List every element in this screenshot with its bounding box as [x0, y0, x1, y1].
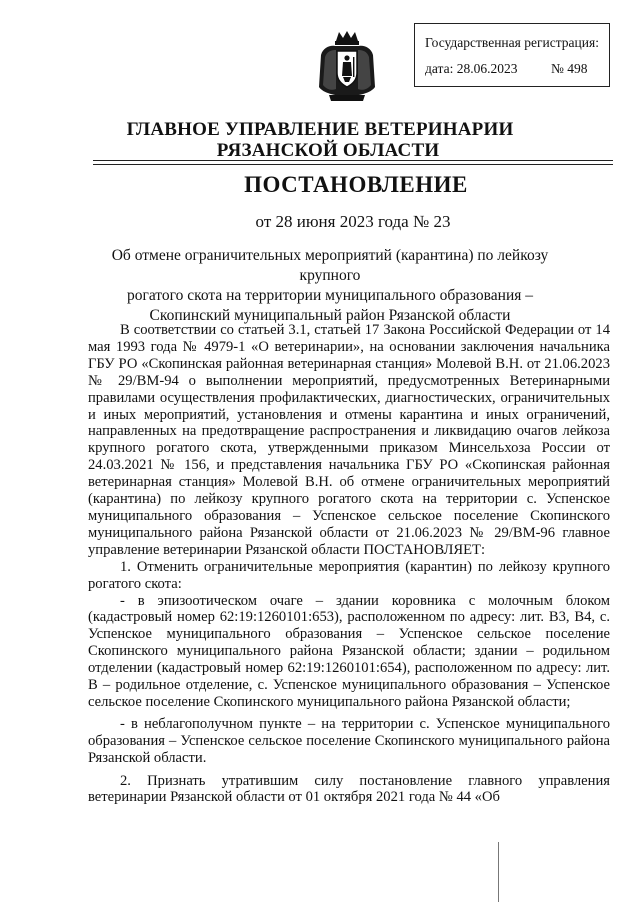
subject-line: Об отмене ограничительных мероприятий (карантина) по лейкозу крупного [111, 247, 549, 284]
document-body [88, 322, 610, 806]
registration-number: № 498 [551, 61, 588, 76]
preamble-paragraph: В соответствии со статьей 3.1, статьей 17 Закона Российской Федерации от 14 мая 1993 года № 4979-1 «О ветеринарии», на основании заключения начальника ГБУ РО «Скопинская районная ветеринарная станция» Молевой В.Н. от 21.06.2023 № 29/ВМ-94 о выполнении мероприятий, предусмотренных Ветеринарными правилами осуществления профилактических, диагностических, ограничительных и иных мероприятий, установления и отмены карантина и иных ограничений, направленных на предотвращение распространения и ликвидацию очагов лейкоза крупного рогатого скота, утвержденными приказом Минсельхоза России от 24.03.2021 № 156, и представления начальника ГБУ РО «Скопинская районная ветеринарная станция» Молевой В.Н. об отмене ограничительных мероприятий (карантина) по лейкозу крупного рогатого скота на территории с. Успенское муниципального образования – Успенское сельское поселение Скопинского муниципального района Рязанской области от 21.06.2023 № 29/ВМ-96 главное управление ветеринарии Рязанской области ПОСТАНОВЛЯЕТ: [88, 322, 610, 558]
registration-stamp [414, 23, 610, 87]
subject-line: Скопинский муниципальный район Рязанской области [149, 307, 511, 324]
header-divider-thin [93, 164, 613, 165]
organization-name-line2: РЯЗАНСКОЙ ОБЛАСТИ [216, 140, 440, 161]
document-type: ПОСТАНОВЛЕНИЕ [244, 172, 468, 197]
header-divider [93, 160, 613, 161]
document-date-number: от 28 июня 2023 года № 23 [255, 212, 451, 231]
registration-title: Государственная регистрация: [425, 35, 599, 50]
ryazan-coat-of-arms-icon [317, 29, 377, 103]
item-1a-paragraph: - в эпизоотическом очаге – здании коровника с молочным блоком (кадастровый номер 62:19:1260101:653), расположенном по адресу: лит. В3, В4, с. Успенское муниципального образования – Успенское сельское поселение Скопинского муниципального района Рязанской области; здании – родильном отделении (кадастровый номер 62:19:1260101:654), расположенном по адресу: лит. В – родильное отделение, с. Успенское муниципального образования – Успенское сельское поселение Скопинского муниципального района Рязанской области; [88, 592, 610, 710]
item-1-paragraph: 1. Отменить ограничительные мероприятия (карантин) по лейкозу крупного рогатого скота: [88, 558, 610, 592]
item-1b-paragraph: - в неблагополучном пункте – на территории с. Успенское муниципального образования – Успенское сельское поселение Скопинского муниципального района Рязанской области. [88, 715, 610, 766]
organization-name-line1: ГЛАВНОЕ УПРАВЛЕНИЕ ВЕТЕРИНАРИИ [126, 119, 514, 140]
subject-line: рогатого скота на территории муниципального образования – [126, 287, 534, 304]
document-subject [98, 246, 562, 326]
registration-date: дата: 28.06.2023 [425, 61, 518, 76]
scan-artifact-line [498, 842, 499, 902]
item-2-paragraph: 2. Признать утратившим силу постановление главного управления ветеринарии Рязанской области от 01 октября 2021 года № 44 «Об [88, 772, 610, 806]
